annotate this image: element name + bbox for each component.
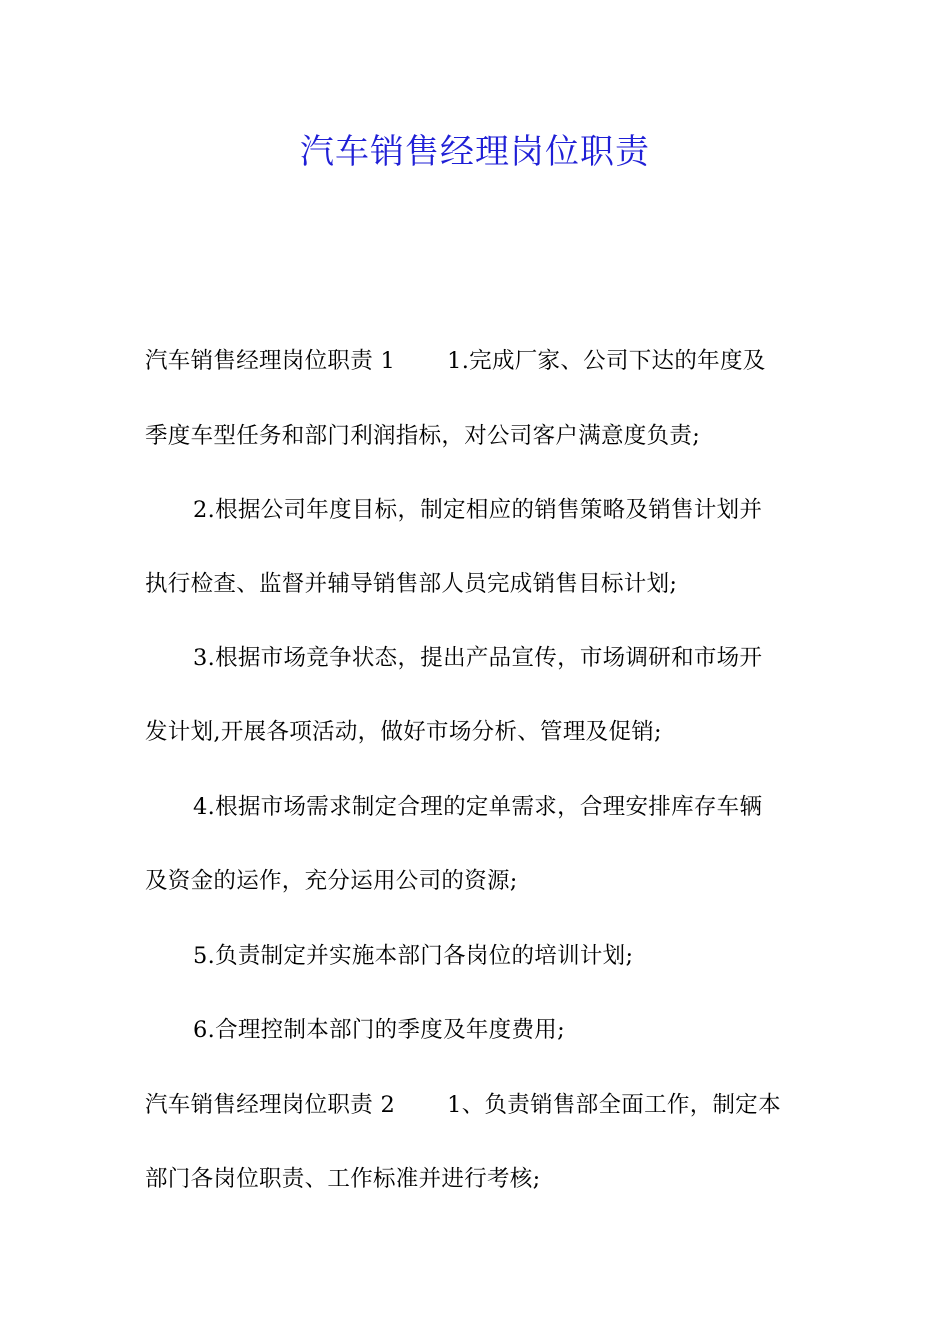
paragraph-line-2: 季度车型任务和部门利润指标，对公司客户满意度负责; bbox=[145, 423, 701, 449]
line-text: 1.完成厂家、公司下达的年度及 bbox=[447, 348, 766, 374]
paragraph-line-11 bbox=[145, 1090, 825, 1120]
paragraph-line-9: 5.负责制定并实施本部门各岗位的培训计划; bbox=[193, 943, 634, 969]
document-title: 汽车销售经理岗位职责 bbox=[300, 132, 650, 172]
paragraph-line-3: 2.根据公司年度目标，制定相应的销售策略及销售计划并 bbox=[193, 497, 763, 523]
paragraph-line-12: 部门各岗位职责、工作标准并进行考核; bbox=[145, 1166, 541, 1192]
paragraph-line-7: 4.根据市场需求制定合理的定单需求，合理安排库存车辆 bbox=[193, 794, 763, 820]
paragraph-line-5: 3.根据市场竞争状态，提出产品宣传，市场调研和市场开 bbox=[193, 645, 763, 671]
paragraph-line-6: 发计划,开展各项活动，做好市场分析、管理及促销; bbox=[145, 719, 662, 745]
paragraph-line-10: 6.合理控制本部门的季度及年度费用; bbox=[193, 1017, 565, 1043]
section-heading-2: 汽车销售经理岗位职责 2 bbox=[145, 1092, 396, 1118]
paragraph-line-4: 执行检查、监督并辅导销售部人员完成销售目标计划; bbox=[145, 571, 678, 597]
section-heading-1: 汽车销售经理岗位职责 1 bbox=[145, 348, 396, 374]
line-text: 1、负责销售部全面工作，制定本 bbox=[447, 1092, 781, 1118]
paragraph-line-1 bbox=[145, 346, 825, 376]
paragraph-line-8: 及资金的运作，充分运用公司的资源; bbox=[145, 868, 518, 894]
